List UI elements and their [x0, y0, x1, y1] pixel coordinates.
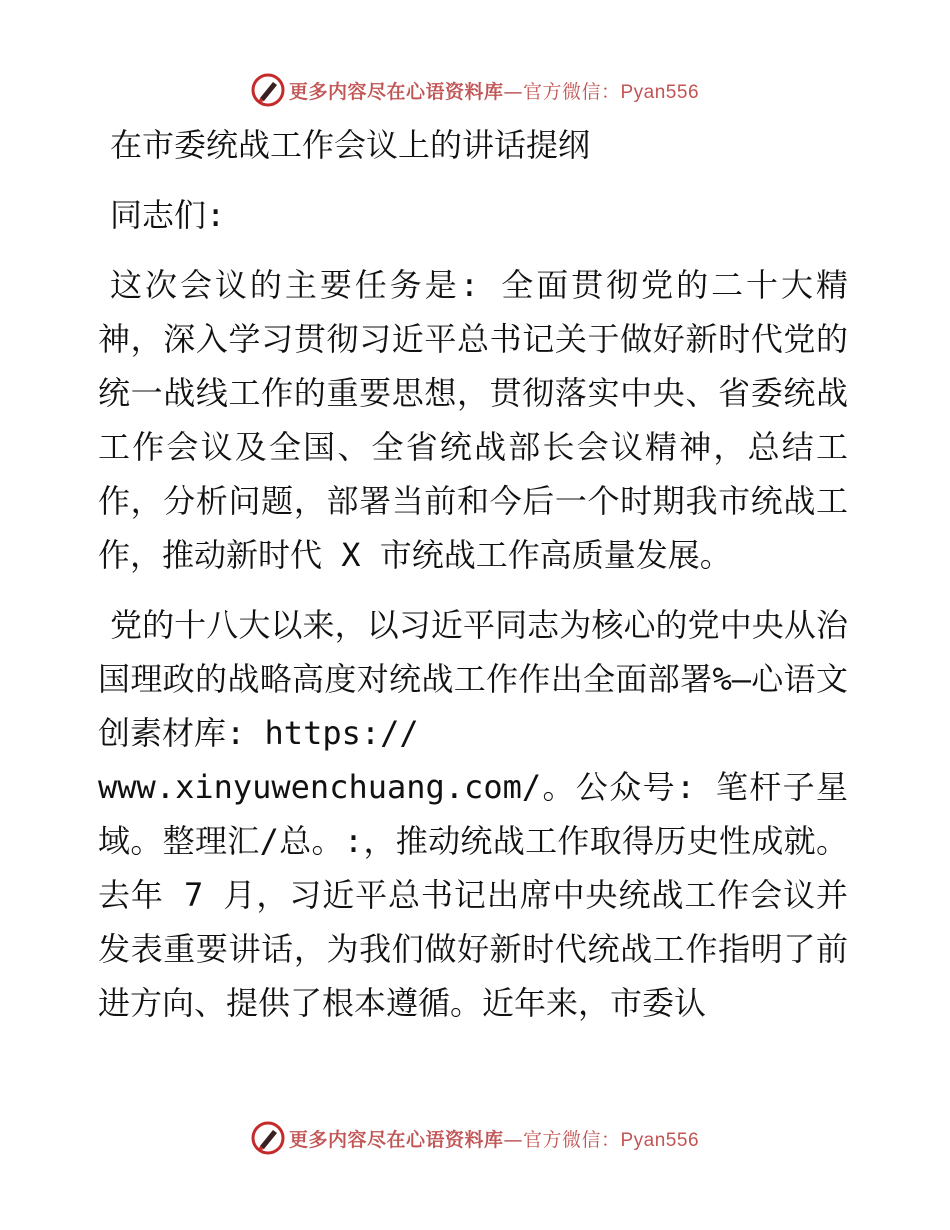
footer-banner	[0, 1118, 950, 1158]
footer-banner-main: 更多内容尽在心语资料库	[288, 1128, 504, 1151]
paragraph-2-part-2: 公众号: 笔杆子星域。整理汇/总。:，推动统战工作取得历史性成就。去年 7 月，习近平总书记出席中央统战工作会议并发表重要讲话，为我们做好新时代统战工作指明了前进方向、提供了根本遵循。近年来，市委认	[98, 768, 848, 1022]
salutation: 同志们:	[110, 196, 226, 234]
paragraph-2	[98, 598, 848, 1030]
footer-banner-wechat: 官方微信：Pyan556	[523, 1129, 700, 1151]
footer-banner-text	[289, 1125, 699, 1152]
logo-icon	[251, 1121, 285, 1155]
header-banner-dash: —	[503, 80, 523, 103]
paragraph-1: 这次会议的主要任务是: 全面贯彻党的二十大精神，深入学习贯彻习近平总书记关于做好新时代党的统一战线工作的重要思想，贯彻落实中央、省委统战工作会议及全国、全省统战部长会议精神，总结工作，分析问题，部署当前和今后一个时期我市统战工作，推动新时代 X 市统战工作高质量发展。	[98, 266, 848, 574]
document-title: 在市委统战工作会议上的讲话提纲	[110, 126, 591, 164]
logo-icon	[251, 73, 285, 107]
header-banner-text	[289, 77, 699, 104]
header-banner-main: 更多内容尽在心语资料库	[288, 80, 504, 103]
footer-banner-dash: —	[503, 1128, 523, 1151]
website-url: www.xinyuwenchuang.com/。	[98, 768, 576, 806]
document-body	[98, 118, 848, 1046]
header-banner-wechat: 官方微信：Pyan556	[523, 81, 700, 103]
header-banner	[0, 70, 950, 110]
paragraph-2-part-1: 党的十八大以来，以习近平同志为核心的党中央从治国理政的战略高度对统战工作作出全面部署%—心语文创素材库: https://	[98, 606, 848, 752]
